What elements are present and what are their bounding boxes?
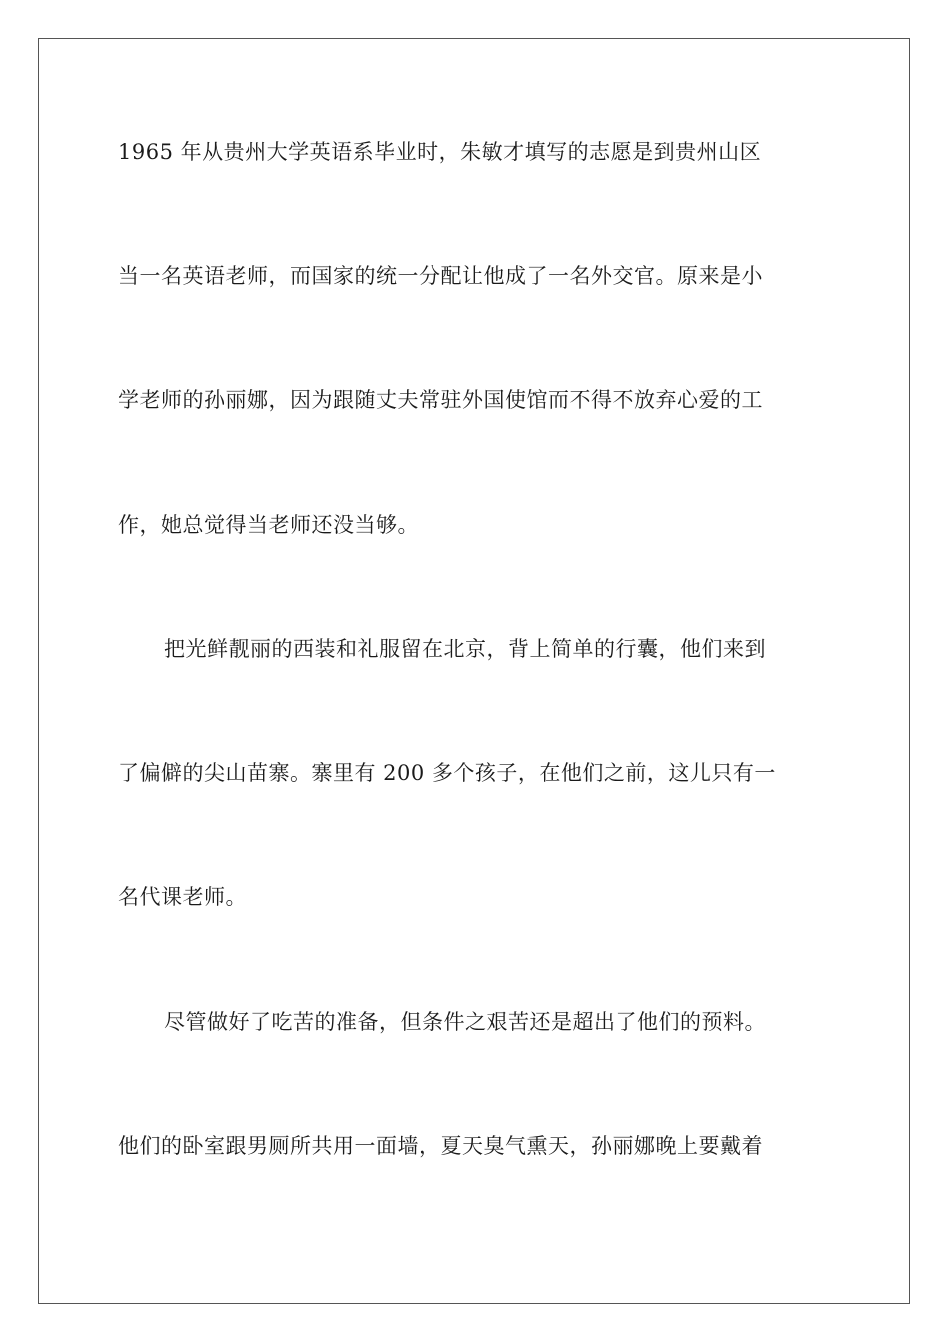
paragraph-1-line-1: 1965 年从贵州大学英语系毕业时，朱敏才填写的志愿是到贵州山区 — [118, 140, 762, 164]
paragraph-3-line-2: 他们的卧室跟男厕所共用一面墙，夏天臭气熏天，孙丽娜晚上要戴着 — [118, 1134, 763, 1158]
paragraph-3-line-1: 尽管做好了吃苦的准备，但条件之艰苦还是超出了他们的预料。 — [164, 1010, 766, 1034]
paragraph-2-line-3: 名代课老师。 — [118, 885, 247, 909]
page-border — [38, 38, 910, 1304]
paragraph-1-line-2: 当一名英语老师，而国家的统一分配让他成了一名外交官。原来是小 — [118, 264, 763, 288]
paragraph-2-line-2: 了偏僻的尖山苗寨。寨里有 200 多个孩子，在他们之前，这儿只有一 — [118, 761, 776, 785]
paragraph-1-line-4: 作，她总觉得当老师还没当够。 — [118, 513, 419, 537]
paragraph-1-line-3: 学老师的孙丽娜，因为跟随丈夫常驻外国使馆而不得不放弃心爱的工 — [118, 388, 763, 412]
paragraph-2-line-1: 把光鲜靓丽的西装和礼服留在北京，背上简单的行囊，他们来到 — [164, 637, 766, 661]
